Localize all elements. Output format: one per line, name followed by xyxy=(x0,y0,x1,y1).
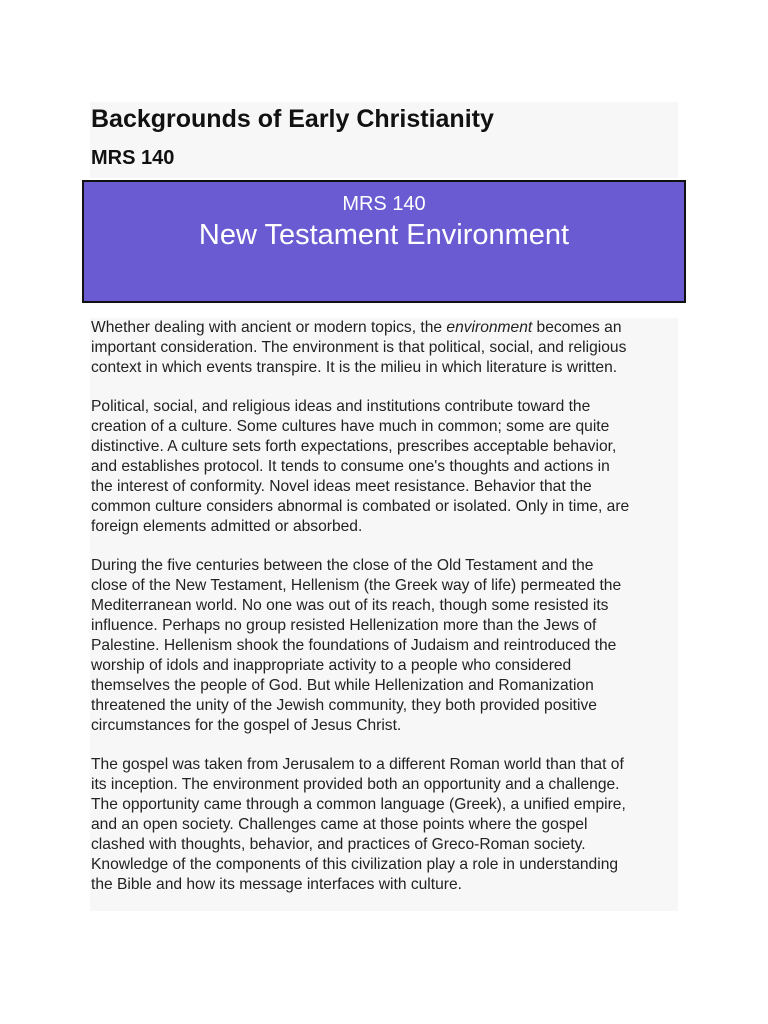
paragraph-2: Political, social, and religious ideas and institutions contribute toward the creation of a culture. Some cultures have much in common; some are quite distinctive. A culture sets forth expectations, prescribes acceptable behavior, and establishes protocol. It tends to consume one's thoughts and actions in the interest of conformity. Novel ideas meet resistance. Behavior that the common culture considers abnormal is combated or isolated. Only in time, are foreign elements admitted or absorbed. xyxy=(91,398,630,535)
paragraph-1-start: Whether dealing with ancient or modern topics, the xyxy=(91,319,447,336)
course-code: MRS 140 xyxy=(91,147,175,169)
paragraph-3: During the five centuries between the close of the Old Testament and the close of the New Testament, Hellenism (the Greek way of life) permeated the Mediterranean world. No one was out of its reach, though some resisted its influence. Perhaps no group resisted Hellenization more than the Jews of Palestine. Hellenism shook the foundations of Judaism and reintroduced the worship of idols and inappropriate activity to a people who considered themselves the people of God. But while Hellenization and Romanization threatened the unity of the Jewish community, they both provided positive circumstances for the gospel of Jesus Christ. xyxy=(91,557,622,734)
emphasis-environment: environment xyxy=(446,319,533,336)
paragraph-1 xyxy=(91,318,691,378)
title-banner xyxy=(82,180,686,303)
page-title: Backgrounds of Early Christianity xyxy=(91,105,494,133)
paragraph-1-end: becomes an important consideration. The environment is that political, social, and religious context in which events transpire. It is the milieu in which literature is written. xyxy=(91,319,627,376)
paragraph-4: The gospel was taken from Jerusalem to a different Roman world than that of its inception. The environment provided both an opportunity and a challenge. The opportunity came through a common language (Greek), a unified empire, and an open society. Challenges came at those points where the gospel clashed with thoughts, behavior, and practices of Greco-Roman society. Knowledge of the components of this civilization play a role in understanding the Bible and how its message interfaces with culture. xyxy=(91,756,626,893)
banner-course-code: MRS 140 xyxy=(342,193,426,215)
banner-title: New Testament Environment xyxy=(198,219,570,251)
